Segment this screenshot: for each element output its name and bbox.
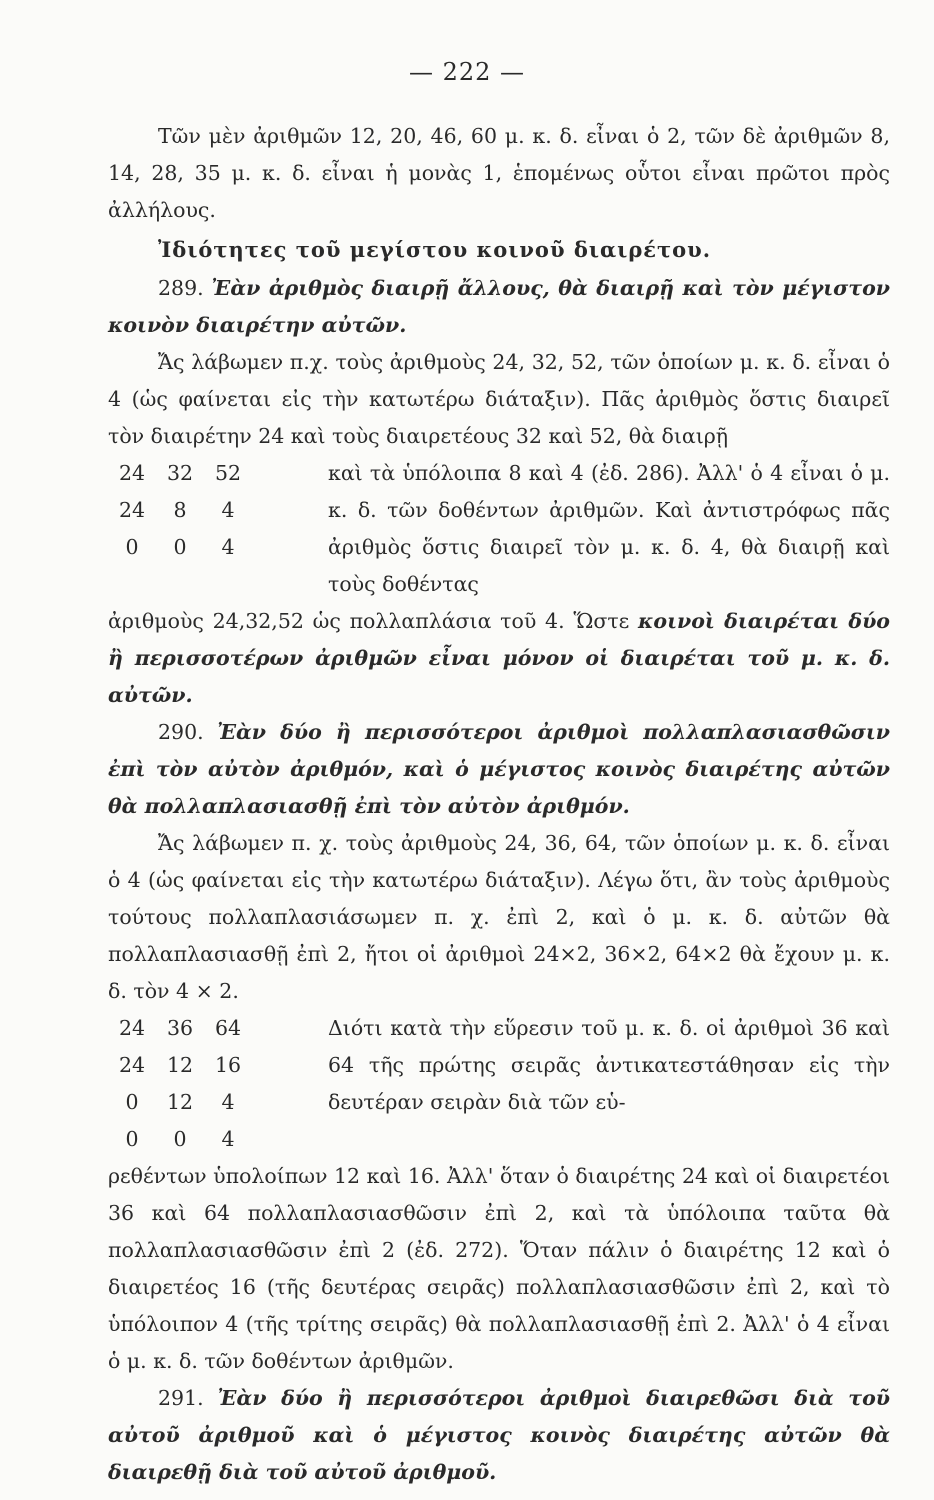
table-cell: 0: [125, 535, 139, 559]
table-cell: 0: [173, 1127, 187, 1151]
table-cell: 16: [214, 1053, 242, 1077]
table-row: [108, 1121, 328, 1158]
table-row: [108, 492, 328, 529]
division-table-290: [108, 1010, 328, 1158]
table-cell: 4: [221, 1127, 235, 1151]
theorem-291-statement: Ἐὰν δύο ἢ περισσότεροι ἀριθμοὶ διαιρεθῶσι διὰ τοῦ αὐτοῦ ἀριθμοῦ καὶ ὁ μέγιστος κοινὸς διαιρέτης αὐτῶν θὰ διαιρεθῇ διὰ τοῦ αὐτοῦ ἀριθμοῦ.: [108, 1386, 890, 1484]
section-heading: Ἰδιότητες τοῦ μεγίστου κοινοῦ διαιρέτου.: [158, 237, 712, 262]
division-layout-290: [108, 1010, 890, 1158]
table-row: [108, 529, 328, 566]
table-cell: 0: [125, 1127, 139, 1151]
table-row: [108, 1084, 328, 1121]
table-cell: 0: [173, 535, 187, 559]
table-cell: 64: [214, 1016, 242, 1040]
paragraph-289-b-emphasis: κοινοὶ διαιρέται δύο ἢ περισσοτέρων ἀριθμῶν εἶναι μόνον οἱ διαιρέται τοῦ μ. κ. δ. αὐτῶν.: [108, 609, 890, 707]
side-paragraph-290: Διότι κατὰ τὴν εὕρεσιν τοῦ μ. κ. δ. οἱ ἀριθμοὶ 36 καὶ 64 τῆς πρώτης σειρᾶς ἀντικατεστάθησαν εἰς τὴν δευτέραν σειρὰν διὰ τῶν εὑ-: [328, 1016, 890, 1114]
table-row: [108, 1047, 328, 1084]
paragraph-289-b-text: ἀριθμοὺς 24,32,52 ὡς πολλαπλάσια τοῦ 4. Ὥστε: [108, 609, 630, 633]
side-text-290: [328, 1010, 890, 1121]
table-cell: 8: [173, 498, 187, 522]
division-table-289: [108, 455, 328, 566]
table-row: [108, 455, 328, 492]
table-cell: 24: [118, 461, 146, 485]
paragraph-290-a: Ἄς λάβωμεν π. χ. τοὺς ἀριθμοὺς 24, 36, 64, τῶν ὁποίων μ. κ. δ. εἶναι ὁ 4 (ὡς φαίνεται εἰς τὴν κατωτέρω διάταξιν). Λέγω ὅτι, ἂν τοὺς ἀριθμοὺς τούτους πολλαπλασιάσωμεν π. χ. ἐπὶ 2, καὶ ὁ μ. κ. δ. αὐτῶν θὰ πολλαπλασιασθῇ ἐπὶ 2, ἤτοι οἱ ἀριθμοὶ 24×2, 36×2, 64×2 θὰ ἔχουν μ. κ. δ. τὸν 4 × 2.: [108, 831, 890, 1003]
table-cell: 4: [221, 535, 235, 559]
theorem-289-statement: Ἐὰν ἀριθμὸς διαιρῇ ἄλλους, θὰ διαιρῇ καὶ τὸν μέγιστον κοινὸν διαιρέτην αὐτῶν.: [108, 276, 890, 337]
table-cell: 24: [118, 1053, 146, 1077]
table-cell: 4: [221, 498, 235, 522]
paragraph-290-b: ρεθέντων ὑπολοίπων 12 καὶ 16. Ἀλλ' ὅταν ὁ διαιρέτης 24 καὶ οἱ διαιρετέοι 36 καὶ 64 πολλαπλασιασθῶσιν ἐπὶ 2, καὶ τὰ ὑπόλοιπα ταῦτα θὰ πολλαπλασιασθῶσιν ἐπὶ 2 (ἐδ. 272). Ὅταν πάλιν ὁ διαιρέτης 12 καὶ ὁ διαιρετέος 16 (τῆς δευτέρας σειρᾶς) πολλαπλασιασθῶσιν ἐπὶ 2, καὶ τὸ ὑπόλοιπον 4 (τῆς τρίτης σειρᾶς) θὰ πολλαπλασιασθῇ ἐπὶ 2. Ἀλλ' ὁ 4 εἶναι ὁ μ. κ. δ. τῶν δοθέντων ἀριθμῶν.: [108, 1164, 890, 1373]
theorem-289: [108, 270, 890, 344]
section-number-289: 289.: [158, 276, 204, 300]
table-cell: 24: [118, 1016, 146, 1040]
table-cell: 12: [166, 1053, 194, 1077]
text-column: [108, 118, 890, 1491]
table-cell: 32: [166, 461, 194, 485]
theorem-291: [108, 1380, 890, 1491]
paragraph-289-a: Ἄς λάβωμεν π.χ. τοὺς ἀριθμοὺς 24, 32, 52, τῶν ὁποίων μ. κ. δ. εἶναι ὁ 4 (ὡς φαίνεται εἰς τὴν κατωτέρω διάταξιν). Πᾶς ἀριθμὸς ὅστις διαιρεῖ τὸν διαιρέτην 24 καὶ τοὺς διαιρετέους 32 καὶ 52, θὰ διαιρῇ: [108, 350, 890, 448]
theorem-290-statement: Ἐὰν δύο ἢ περισσότεροι ἀριθμοὶ πολλαπλασιασθῶσιν ἐπὶ τὸν αὐτὸν ἀριθμόν, καὶ ὁ μέγιστος κοινὸς διαιρέτης αὐτῶν θὰ πολλαπλασιασθῇ ἐπὶ τὸν αὐτὸν ἀριθμόν.: [108, 720, 890, 818]
side-text-289: [328, 455, 890, 603]
page-number: — 222 —: [408, 58, 526, 86]
table-cell: 0: [125, 1090, 139, 1114]
theorem-290: [108, 714, 890, 825]
section-number-290: 290.: [158, 720, 204, 744]
table-cell: 4: [221, 1090, 235, 1114]
table-cell: 24: [118, 498, 146, 522]
division-layout-289: [108, 455, 890, 603]
paragraph-289-b: [108, 603, 890, 714]
table-cell: 12: [166, 1090, 194, 1114]
table-cell: 36: [166, 1016, 194, 1040]
table-row: [108, 1010, 328, 1047]
section-number-291: 291.: [158, 1386, 204, 1410]
intro-paragraph: Τῶν μὲν ἀριθμῶν 12, 20, 46, 60 μ. κ. δ. εἶναι ὁ 2, τῶν δὲ ἀριθμῶν 8, 14, 28, 35 μ. κ. δ. εἶναι ἡ μονὰς 1, ἑπομένως οὗτοι εἶναι πρῶτοι πρὸς ἀλλήλους.: [108, 124, 890, 222]
table-cell: 52: [214, 461, 242, 485]
side-paragraph-289: καὶ τὰ ὑπόλοιπα 8 καὶ 4 (ἐδ. 286). Ἀλλ' ὁ 4 εἶναι ὁ μ. κ. δ. τῶν δοθέντων ἀριθμῶν. Καὶ ἀντιστρόφως πᾶς ἀριθμὸς ὅστις διαιρεῖ τὸν μ. κ. δ. 4, θὰ διαιρῇ καὶ τοὺς δοθέντας: [328, 461, 890, 596]
